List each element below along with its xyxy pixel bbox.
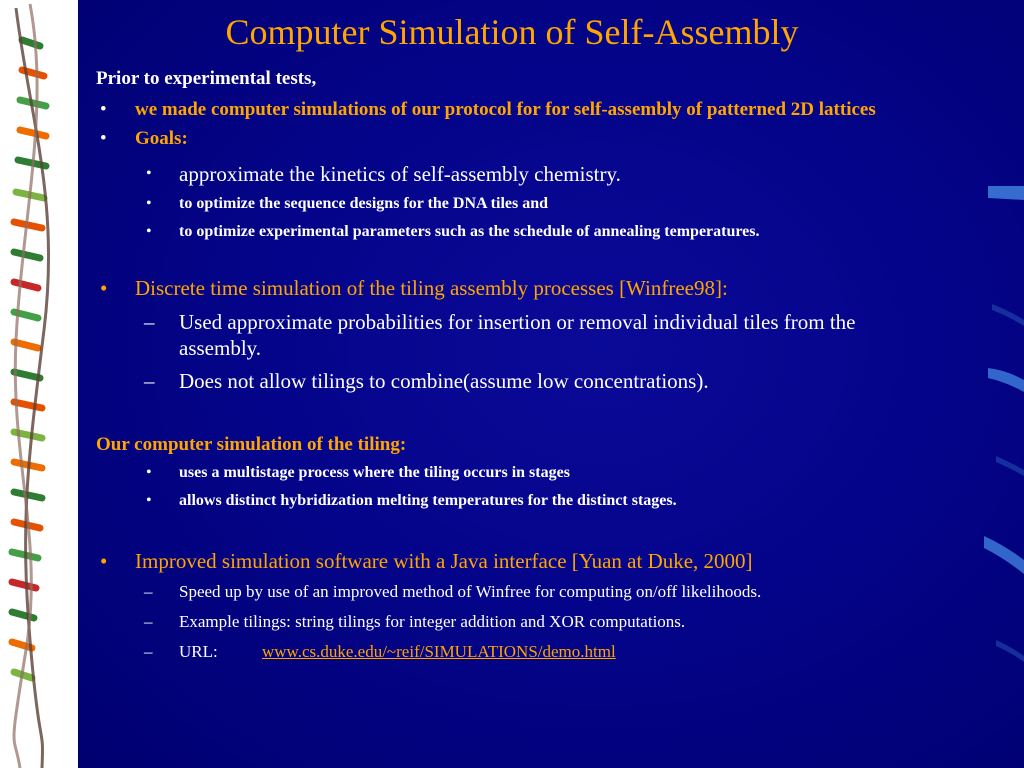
improved-heading: Improved simulation software with a Java interface [Yuan at Duke, 2000] (135, 549, 753, 573)
goal-text: to optimize experimental parameters such as the schedule of annealing temperatures. (179, 223, 760, 240)
page-title: Computer Simulation of Self-Assembly (225, 12, 799, 52)
bullet-icon: • (146, 223, 152, 240)
bullet-icon: • (100, 99, 107, 120)
list-item (96, 275, 946, 301)
intro-heading: Prior to experimental tests, (96, 68, 317, 89)
bullet-icon: • (146, 492, 152, 509)
dash-icon: – (144, 582, 153, 601)
list-item (96, 193, 946, 215)
list-item (96, 548, 946, 574)
improved-item-text: Speed up by use of an improved method of Winfree for computing on/off likelihoods. (179, 582, 762, 601)
dash-icon: – (144, 310, 155, 334)
bullet-text: we made computer simulations of our protocol for for self-assembly of patterned 2D lattices (135, 99, 876, 120)
list-item (96, 610, 946, 634)
list-item (96, 490, 946, 512)
ours-item-text: allows distinct hybridization melting temperatures for the distinct stages. (179, 492, 677, 509)
list-item (96, 580, 946, 604)
list-item (96, 161, 946, 187)
list-item (96, 462, 946, 484)
slide-content (96, 66, 946, 664)
bullet-icon: • (100, 276, 108, 300)
goal-text: approximate the kinetics of self-assembly chemistry. (179, 162, 621, 186)
bullet-icon: • (146, 195, 152, 212)
discrete-item-text: Used approximate probabilities for insertion or removal individual tiles from the assembly. (179, 310, 856, 360)
bullet-icon: • (100, 128, 107, 149)
bullet-icon: • (100, 549, 108, 573)
list-item (96, 126, 946, 151)
list-item (96, 97, 946, 122)
dna-helix-icon (0, 0, 78, 768)
bullet-icon: • (146, 165, 152, 182)
list-item (96, 221, 946, 243)
list-item (96, 640, 946, 664)
discrete-item-text: Does not allow tilings to combine(assume low concentrations). (179, 369, 709, 393)
goal-text: to optimize the sequence designs for the DNA tiles and (179, 195, 549, 212)
goals-label: Goals: (135, 128, 188, 149)
ours-heading: Our computer simulation of the tiling: (96, 434, 407, 455)
dash-icon: – (144, 642, 153, 661)
dash-icon: – (144, 612, 153, 631)
list-item (96, 368, 946, 394)
bullet-icon: • (146, 464, 152, 481)
list-item (96, 309, 946, 361)
discrete-heading: Discrete time simulation of the tiling assembly processes [Winfree98]: (135, 276, 728, 300)
demo-url-link[interactable]: www.cs.duke.edu/~reif/SIMULATIONS/demo.html (261, 642, 616, 661)
improved-item-text: Example tilings: string tilings for integer addition and XOR computations. (179, 612, 686, 631)
ours-item-text: uses a multistage process where the tiling occurs in stages (179, 464, 570, 481)
dash-icon: – (144, 369, 155, 393)
url-label: URL: (179, 642, 218, 661)
